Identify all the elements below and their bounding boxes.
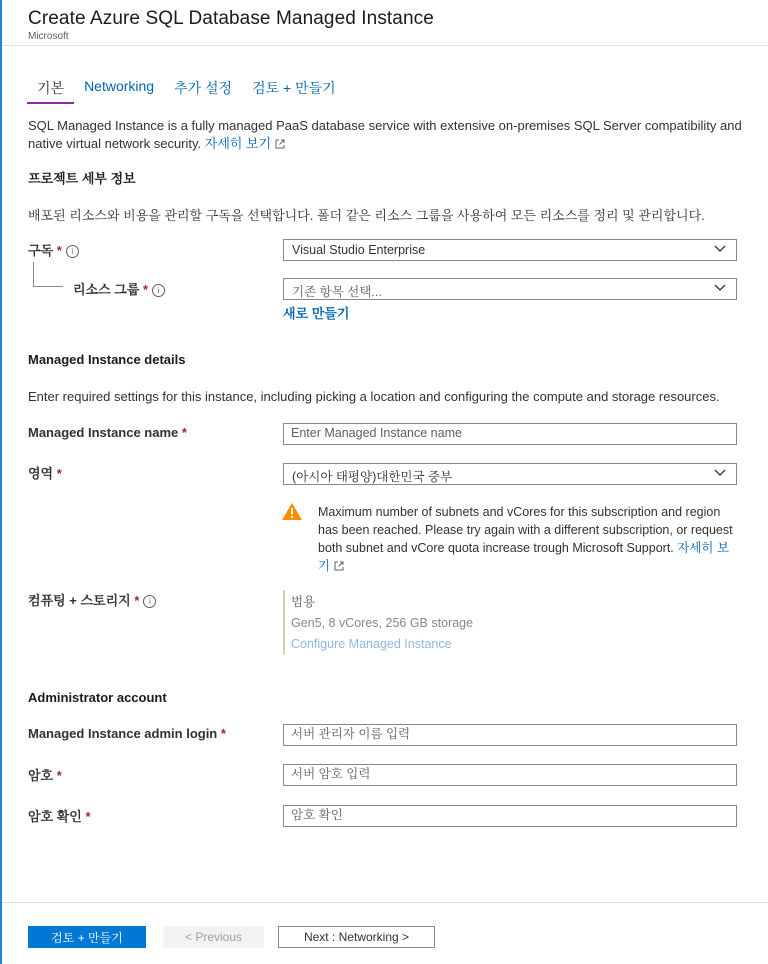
confirm-password-field[interactable]	[291, 808, 721, 822]
chevron-down-icon	[714, 469, 726, 477]
intro-description	[28, 117, 748, 153]
project-description: 배포된 리소스와 비용을 관리할 구독을 선택합니다. 폴더 같은 리소스 그룹을 사용하여 모든 리소스를 정리 및 관리합니다.	[28, 208, 705, 223]
compute-accent-bar	[283, 590, 285, 654]
region-dropdown[interactable]	[283, 463, 737, 485]
left-edge-border	[0, 0, 2, 964]
confirm-password-label: 암호 확인 *	[28, 809, 91, 824]
header-divider	[2, 45, 768, 46]
compute-summary	[291, 592, 473, 655]
tab-networking[interactable]: Networking	[84, 78, 155, 94]
instance-details-heading: Managed Instance details	[28, 352, 186, 367]
blade-header	[28, 8, 434, 42]
page-subtitle: Microsoft	[28, 31, 69, 42]
tab-additional-settings[interactable]: 추가 설정	[174, 80, 233, 96]
chevron-down-icon	[714, 284, 726, 292]
external-link-icon	[334, 561, 344, 571]
admin-login-field[interactable]	[291, 727, 721, 741]
learn-more-link[interactable]: 자세히 보기	[205, 136, 285, 151]
intro-text: SQL Managed Instance is a fully managed PaaS database service with extensive on-premises SQL Server compatibility and native virtual network security.	[28, 118, 742, 151]
compute-storage-label: 컴퓨팅 + 스토리지 * i	[28, 590, 156, 609]
instance-details-description: Enter required settings for this instance, including picking a location and configuring the compute and storage resources.	[28, 389, 720, 404]
subscription-dropdown[interactable]	[283, 239, 737, 261]
instance-name-field[interactable]	[291, 426, 721, 440]
info-icon: i	[152, 284, 165, 297]
admin-account-heading: Administrator account	[28, 690, 167, 705]
tree-connector-vertical	[33, 262, 34, 286]
info-icon: i	[66, 245, 79, 258]
info-icon: i	[143, 595, 156, 608]
quota-warning-message: Maximum number of subnets and vCores for this subscription and region has been reached. Please try again with a different subscription, or request both subnet and vCore quota increase trough Microsoft Support. 자세히 보기	[318, 505, 733, 573]
configure-instance-link[interactable]: Configure Managed Instance	[291, 637, 452, 651]
footer-divider	[2, 902, 768, 903]
admin-login-label: Managed Instance admin login *	[28, 726, 226, 741]
resource-group-dropdown[interactable]	[283, 278, 737, 300]
password-label: 암호 *	[28, 768, 62, 783]
region-label: 영역 *	[28, 466, 62, 481]
instance-name-input[interactable]	[283, 423, 737, 445]
tree-connector-horizontal	[33, 286, 63, 287]
resource-group-placeholder: 기존 항목 선택...	[292, 285, 382, 299]
subscription-label: 구독 * i	[28, 240, 79, 259]
external-link-icon	[275, 139, 285, 149]
project-details-heading: 프로젝트 세부 정보	[28, 171, 136, 186]
next-networking-button[interactable]: Next : Networking >	[278, 926, 435, 948]
compute-tier: 범용	[291, 595, 316, 609]
resource-group-label: 리소스 그룹 * i	[73, 279, 165, 298]
instance-name-label: Managed Instance name *	[28, 425, 187, 440]
previous-button[interactable]: < Previous	[163, 926, 264, 948]
tab-review-create[interactable]: 검토 + 만들기	[252, 80, 336, 96]
password-input[interactable]	[283, 764, 737, 786]
chevron-down-icon	[714, 245, 726, 253]
create-new-resource-group-link[interactable]: 새로 만들기	[283, 306, 350, 321]
confirm-password-input[interactable]	[283, 805, 737, 827]
review-create-button[interactable]: 검토 + 만들기	[28, 926, 146, 948]
password-field[interactable]	[291, 767, 721, 781]
compute-spec: Gen5, 8 vCores, 256 GB storage	[291, 616, 474, 630]
subscription-value: Visual Studio Enterprise	[292, 243, 426, 257]
admin-login-input[interactable]	[283, 724, 737, 746]
page-title: Create Azure SQL Database Managed Instance	[28, 8, 434, 29]
warning-icon	[281, 502, 303, 521]
tab-basics[interactable]: 기본	[27, 78, 74, 104]
region-value: (아시아 태평양)대한민국 중부	[292, 470, 453, 484]
tab-bar	[27, 78, 346, 104]
warning-learn-more-link[interactable]: 자세히 보기	[318, 541, 730, 573]
